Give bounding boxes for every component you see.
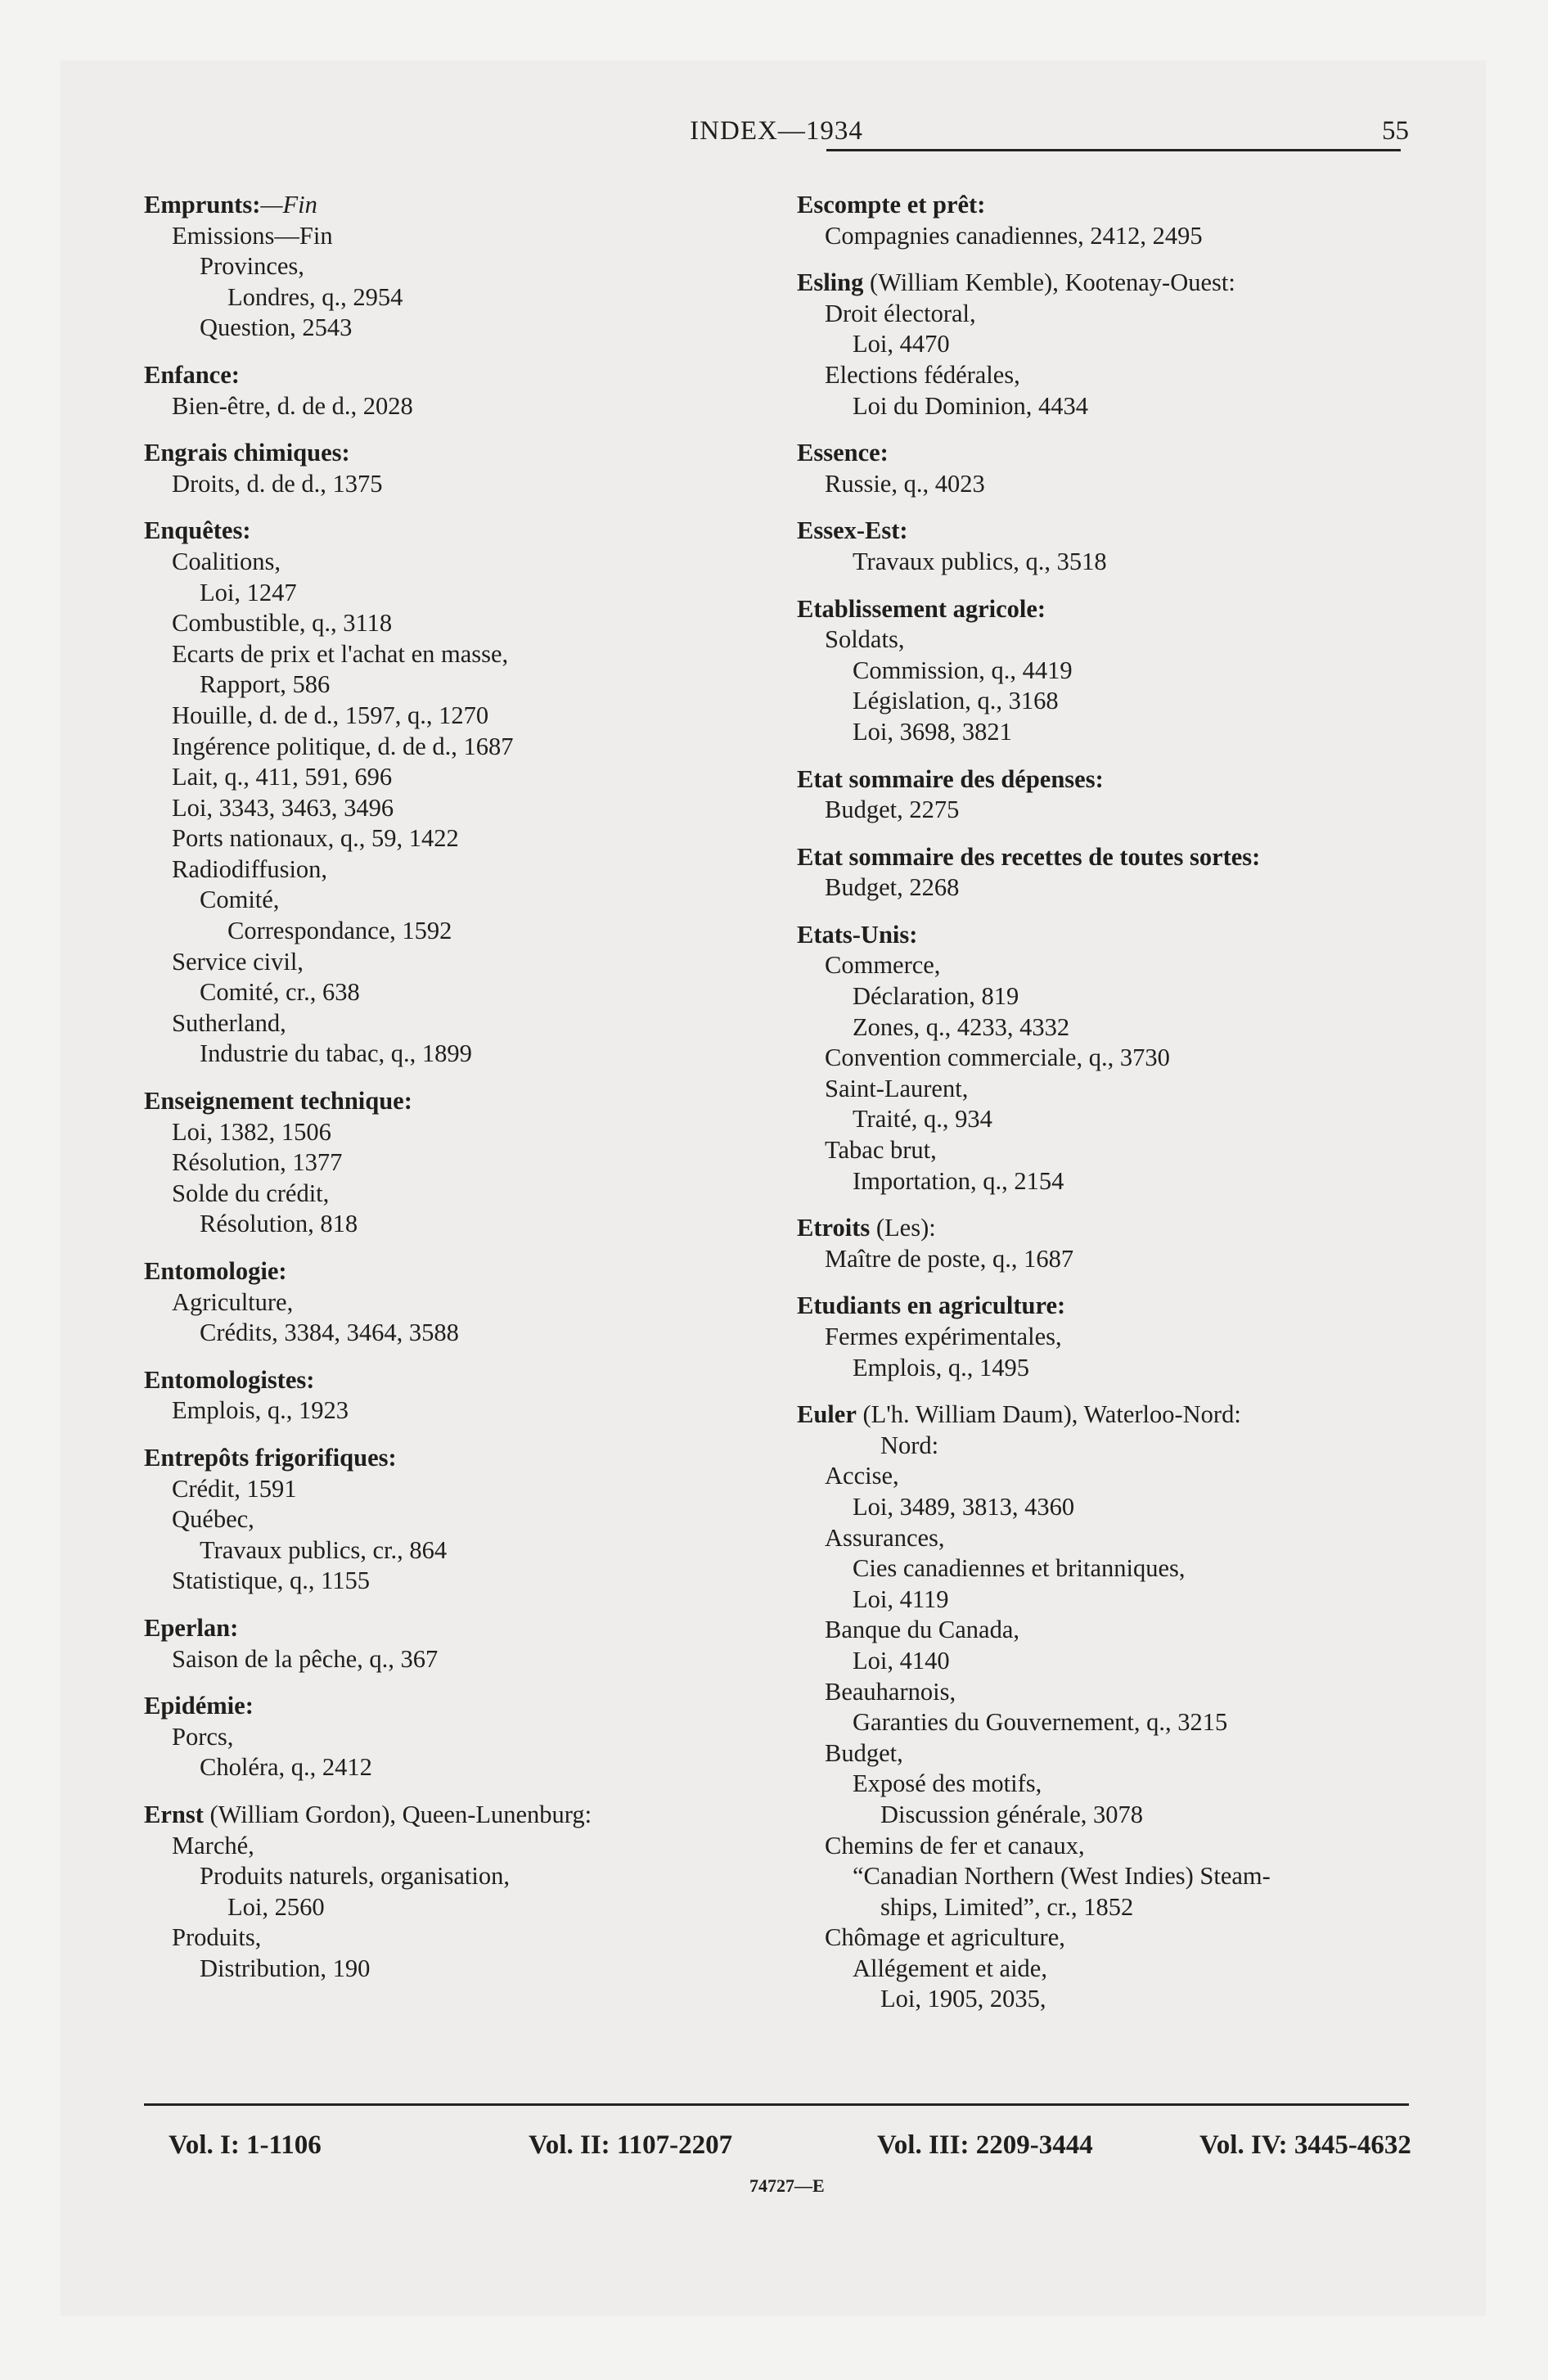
index-entry (144, 516, 782, 1070)
index-subentry: Emissions—Fin (172, 221, 333, 250)
index-subentry: Assurances, (825, 1523, 945, 1552)
volume-range: Vol. II: 1107-2207 (529, 2130, 733, 2160)
entry-heading (797, 268, 1427, 299)
index-subentry: Discussion générale, 3078 (880, 1800, 1144, 1828)
index-subentry: Industrie du tabac, q., 1899 (200, 1039, 472, 1068)
entry-heading (797, 920, 1427, 951)
heading-term: Euler (797, 1400, 857, 1429)
heading-term: Eperlan: (144, 1613, 239, 1642)
entry-heading (144, 1800, 782, 1831)
index-subentry: Lait, q., 411, 591, 696 (172, 763, 393, 791)
index-subentry: Houille, d. de d., 1597, q., 1270 (172, 701, 489, 729)
index-subentry: Provinces, (200, 252, 304, 281)
index-entry (797, 1291, 1427, 1383)
entry-heading (797, 842, 1427, 873)
index-subentry: Saison de la pêche, q., 367 (172, 1644, 439, 1673)
index-column-left (144, 190, 782, 2000)
entry-heading (797, 594, 1427, 625)
heading-term: Etroits (797, 1214, 871, 1242)
index-subentry: Loi, 1247 (200, 578, 297, 606)
heading-term: Entomologie: (144, 1257, 287, 1285)
entry-heading (144, 1443, 782, 1474)
index-subentry: Agriculture, (172, 1287, 294, 1316)
index-entry (797, 516, 1427, 577)
index-subentry: Travaux publics, q., 3518 (853, 547, 1107, 575)
index-entry (797, 920, 1427, 1197)
heading-member-info: (William Gordon), Queen-Lunenburg: (203, 1800, 592, 1828)
index-subentry: Distribution, 190 (200, 1954, 371, 1982)
entry-heading (144, 190, 782, 221)
index-subentry: Combustible, q., 3118 (172, 609, 393, 638)
index-subentry: Convention commerciale, q., 3730 (825, 1044, 1170, 1072)
entry-heading (797, 1291, 1427, 1322)
index-subentry: Marché, (172, 1831, 254, 1859)
index-subentry: Radiodiffusion, (172, 854, 328, 883)
entry-heading (144, 516, 782, 547)
index-subentry: Tabac brut, (825, 1136, 937, 1165)
index-entry (144, 1365, 782, 1427)
index-subentry: Fermes expérimentales, (825, 1323, 1062, 1350)
index-subentry: “Canadian Northern (West Indies) Steam- (853, 1862, 1271, 1891)
entry-heading (144, 1613, 782, 1644)
index-entry (797, 764, 1427, 826)
index-subentry: ships, Limited”, cr., 1852 (880, 1892, 1134, 1921)
index-entry (797, 190, 1427, 251)
index-subentry: Commission, q., 4419 (853, 656, 1073, 684)
index-subentry: Emplois, q., 1495 (853, 1353, 1030, 1382)
header-rule (826, 149, 1401, 151)
index-subentry: Travaux publics, cr., 864 (200, 1535, 448, 1564)
index-subentry: Crédits, 3384, 3464, 3588 (200, 1318, 459, 1347)
entry-heading (144, 438, 782, 469)
heading-term: Etudiants en agriculture: (797, 1291, 1066, 1320)
heading-term: Entomologistes: (144, 1365, 315, 1394)
heading-member-info: (Les): (870, 1214, 936, 1242)
index-subentry: Loi du Dominion, 4434 (853, 391, 1089, 420)
heading-term: Ernst (144, 1800, 204, 1828)
index-subentry: Question, 2543 (200, 313, 353, 342)
index-subentry: Ingérence politique, d. de d., 1687 (172, 732, 514, 760)
index-subentry: Résolution, 818 (200, 1210, 358, 1238)
heading-term: Entrepôts frigorifiques: (144, 1443, 397, 1472)
index-subentry: Correspondance, 1592 (227, 917, 452, 945)
entry-heading (144, 1365, 782, 1396)
index-entry (144, 360, 782, 421)
index-subentry: Exposé des motifs, (853, 1769, 1042, 1798)
entry-heading (797, 1400, 1427, 1431)
heading-term: Emprunts: (144, 191, 261, 219)
entry-heading (797, 1213, 1427, 1244)
index-entry (144, 1256, 782, 1349)
index-subentry: Coalitions, (172, 547, 281, 575)
index-subentry: Importation, q., 2154 (853, 1166, 1064, 1195)
entry-heading (797, 438, 1427, 469)
index-subentry: Législation, q., 3168 (853, 687, 1059, 715)
index-subentry: Budget, (825, 1738, 903, 1767)
index-subentry: Porcs, (172, 1722, 234, 1751)
index-subentry: Budget, 2275 (825, 796, 960, 824)
index-subentry: Loi, 1382, 1506 (172, 1117, 331, 1146)
index-subentry: Garanties du Gouvernement, q., 3215 (853, 1708, 1228, 1737)
index-entry (144, 1613, 782, 1675)
index-subentry: Saint-Laurent, (825, 1074, 969, 1102)
index-subentry: Russie, q., 4023 (825, 469, 985, 498)
heading-term: Engrais chimiques: (144, 439, 350, 467)
index-subentry: Loi, 4119 (853, 1584, 949, 1613)
index-entry (144, 438, 782, 499)
heading-term: Epidémie: (144, 1692, 254, 1720)
index-subentry: Résolution, 1377 (172, 1148, 343, 1177)
index-subentry: Statistique, q., 1155 (172, 1566, 371, 1595)
index-subentry: Accise, (825, 1462, 899, 1490)
index-entry (144, 1443, 782, 1597)
index-subentry: Ecarts de prix et l'achat en masse, (172, 639, 509, 668)
entry-heading (144, 1086, 782, 1117)
heading-member-info: (William Kemble), Kootenay-Ouest: (863, 268, 1235, 297)
index-subentry: Choléra, q., 2412 (200, 1753, 372, 1782)
index-subentry: Loi, 4470 (853, 330, 950, 358)
heading-member-info: (L'h. William Daum), Waterloo-Nord: (856, 1400, 1241, 1429)
heading-term: Essence: (797, 439, 889, 467)
index-subentry: Droits, d. de d., 1375 (172, 469, 383, 498)
index-subentry: Sutherland, (172, 1008, 286, 1037)
index-subentry: Chemins de fer et canaux, (825, 1831, 1085, 1859)
index-subentry: Londres, q., 2954 (227, 282, 403, 311)
index-entry (797, 1400, 1427, 2015)
index-subentry: Service civil, (172, 947, 304, 976)
index-subentry: Rapport, 586 (200, 670, 331, 699)
index-subentry: Emplois, q., 1923 (172, 1396, 349, 1425)
index-subentry: Loi, 2560 (227, 1892, 325, 1921)
index-subentry: Elections fédérales, (825, 360, 1020, 389)
entry-heading (797, 190, 1427, 221)
index-subentry: Loi, 4140 (853, 1646, 950, 1675)
index-column-right (797, 190, 1427, 2031)
index-subentry: Crédit, 1591 (172, 1474, 297, 1503)
index-subentry: Commerce, (825, 951, 941, 980)
index-entry (144, 1691, 782, 1783)
volume-range: Vol. III: 2209-3444 (877, 2130, 1093, 2160)
heading-term: Etat sommaire des recettes de toutes sortes: (797, 842, 1261, 871)
footer-rule (144, 2103, 1409, 2106)
index-subentry: Comité, (200, 886, 280, 914)
entry-heading (797, 516, 1427, 547)
index-subentry: Beauharnois, (825, 1677, 956, 1706)
index-entry (797, 438, 1427, 499)
index-subentry: Budget, 2268 (825, 873, 960, 902)
entry-heading (144, 1256, 782, 1287)
index-subentry: Compagnies canadiennes, 2412, 2495 (825, 221, 1203, 250)
index-subentry: Traité, q., 934 (853, 1105, 992, 1134)
index-entry (797, 842, 1427, 904)
index-subentry: Soldats, (825, 625, 905, 654)
index-subentry: Nord: (880, 1431, 939, 1459)
index-subentry: Produits naturels, organisation, (200, 1862, 510, 1891)
index-subentry: Déclaration, 819 (853, 982, 1019, 1011)
page-number: 55 (1382, 116, 1409, 146)
index-subentry: Maître de poste, q., 1687 (825, 1244, 1074, 1273)
index-subentry: Droit électoral, (825, 299, 976, 327)
heading-term: Essex-Est: (797, 516, 908, 545)
index-subentry: Produits, (172, 1923, 262, 1952)
heading-term: Etats-Unis: (797, 920, 918, 949)
index-entry (797, 594, 1427, 748)
index-entry (144, 190, 782, 344)
heading-term: Escompte et prêt: (797, 191, 986, 219)
index-subentry: Québec, (172, 1505, 254, 1534)
entry-heading (144, 1691, 782, 1722)
page-title: INDEX—1934 (690, 116, 863, 146)
index-entry (144, 1086, 782, 1240)
heading-term: Enfance: (144, 360, 240, 389)
volume-range: Vol. IV: 3445-4632 (1199, 2130, 1411, 2160)
index-subentry: Bien-être, d. de d., 2028 (172, 391, 413, 420)
index-entry (797, 1213, 1427, 1274)
index-subentry: Loi, 3489, 3813, 4360 (853, 1492, 1075, 1521)
index-subentry: Ports nationaux, q., 59, 1422 (172, 824, 459, 853)
index-subentry: Zones, q., 4233, 4332 (853, 1012, 1070, 1041)
heading-suffix: —Fin (260, 191, 317, 219)
entry-heading (144, 360, 782, 391)
index-subentry: Solde du crédit, (172, 1179, 330, 1207)
heading-term: Enseignement technique: (144, 1087, 412, 1116)
index-entry (144, 1800, 782, 1985)
heading-term: Enquêtes: (144, 516, 251, 545)
entry-heading (797, 764, 1427, 796)
index-subentry: Chômage et agriculture, (825, 1923, 1065, 1952)
volume-range: Vol. I: 1-1106 (169, 2130, 322, 2160)
index-subentry: Allégement et aide, (853, 1954, 1047, 1982)
heading-term: Etat sommaire des dépenses: (797, 764, 1104, 793)
index-entry (797, 268, 1427, 421)
index-subentry: Loi, 3698, 3821 (853, 717, 1012, 746)
index-subentry: Loi, 1905, 2035, (880, 1985, 1046, 2013)
index-subentry: Comité, cr., 638 (200, 978, 360, 1007)
print-code: 74727—E (749, 2175, 825, 2196)
heading-term: Etablissement agricole: (797, 594, 1046, 623)
index-subentry: Cies canadiennes et britanniques, (853, 1554, 1186, 1583)
index-subentry: Loi, 3343, 3463, 3496 (172, 793, 394, 822)
index-subentry: Banque du Canada, (825, 1616, 1019, 1644)
heading-term: Esling (797, 268, 864, 297)
